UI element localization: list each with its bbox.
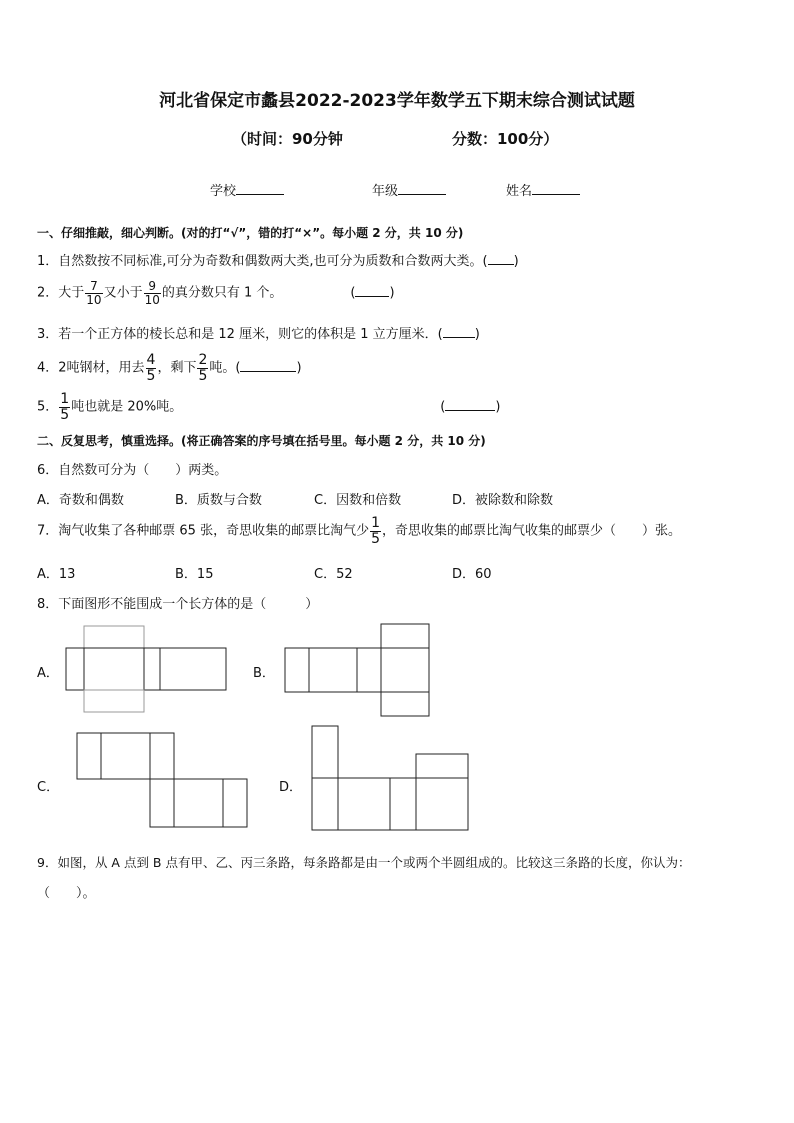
question-5: 5． $\frac{1}{5}$ 吨也就是 20%吨。 ( ) [37,391,501,423]
question-1: 1．自然数按不同标准,可分为奇数和偶数两大类,也可分为质数和合数两大类。( ) [37,254,519,269]
exam-score: 分数：100分） [452,130,559,148]
q6-option-a: A．奇数和偶数 [37,493,124,508]
q6-option-d: D．被除数和除数 [452,493,554,508]
q7-option-b: B．15 [175,567,214,582]
question-4: 4．2吨钢材，用去 $\frac{4}{5}$ ，剩下 $\frac{2}{5}$ 吨。( ) [37,352,302,384]
net-c-face [77,733,174,779]
net-b-face [381,624,429,648]
q8-label-a: A． [37,666,59,681]
net-c-face [150,779,247,827]
exam-time: （时间：90分钟 [232,130,343,148]
section2-header: 二、反复思考，慎重选择。(将正确答案的序号填在括号里。每小题 2 分，共 10 分) [37,434,486,448]
question-7: 7．淘气收集了各种邮票 65 张，奇思收集的邮票比淘气少 $\frac{1}{5}$ ，奇思收集的邮票比淘气收集的邮票少（ ）张。 [37,515,682,547]
net-b-face [381,692,429,716]
fraction: $\frac{1}{5}$ [60,391,70,423]
name-field [506,180,580,199]
net-figure-a [66,626,226,714]
q8-label-d: D． [279,780,303,795]
fraction: $\frac{9}{10}$ [144,279,160,307]
net-figure-c [77,733,249,829]
fraction: $\frac{2}{5}$ [198,352,208,384]
net-figure-b [285,624,431,718]
name-label: 姓名 [506,184,533,199]
question-9-answer: （ ）。 [37,886,96,901]
school-field [210,180,284,199]
q8-label-b: B． [253,666,275,681]
school-label: 学校 [210,184,237,199]
question-8: 8．下面图形不能围成一个长方体的是（ ） [37,597,319,612]
question-3: 3．若一个正方体的棱长总和是 12 厘米，则它的体积是 1 立方厘米．( ) [37,327,480,342]
q6-option-b: B．质数与合数 [175,493,262,508]
net-d-face [416,754,468,778]
net-a-face [84,690,144,712]
fraction: $\frac{7}{10}$ [86,279,102,307]
net-d-face [312,726,338,778]
grade-field [372,180,446,199]
net-a-face [84,626,144,648]
q7-option-c: C．52 [314,567,353,582]
q6-option-c: C．因数和倍数 [314,493,402,508]
question-2: 2．大于 $\frac{7}{10}$ 又小于 $\frac{9}{10}$ 的真分数只有 1 个。 ( ) [37,279,395,307]
net-figure-d [312,726,470,832]
q7-option-d: D．60 [452,567,492,582]
q8-label-c: C． [37,780,60,795]
fraction: $\frac{4}{5}$ [146,352,156,384]
fraction: $\frac{1}{5}$ [371,515,380,547]
question-6: 6．自然数可分为（ ）两类。 [37,463,228,478]
net-a-face [66,648,226,690]
grade-label: 年级 [372,184,399,199]
section1-header: 一、仔细推敲，细心判断。(对的打“√”，错的打“×”。每小题 2 分，共 10 分) [37,226,464,240]
question-9: 9．如图，从 A 点到 B 点有甲、乙、丙三条路，每条路都是由一个或两个半圆组成的。比较这三条路的长度，你认为： [37,855,691,870]
page-title: 河北省保定市蠡县2022-2023学年数学五下期末综合测试试题 [159,91,635,111]
q7-option-a: A．13 [37,567,76,582]
